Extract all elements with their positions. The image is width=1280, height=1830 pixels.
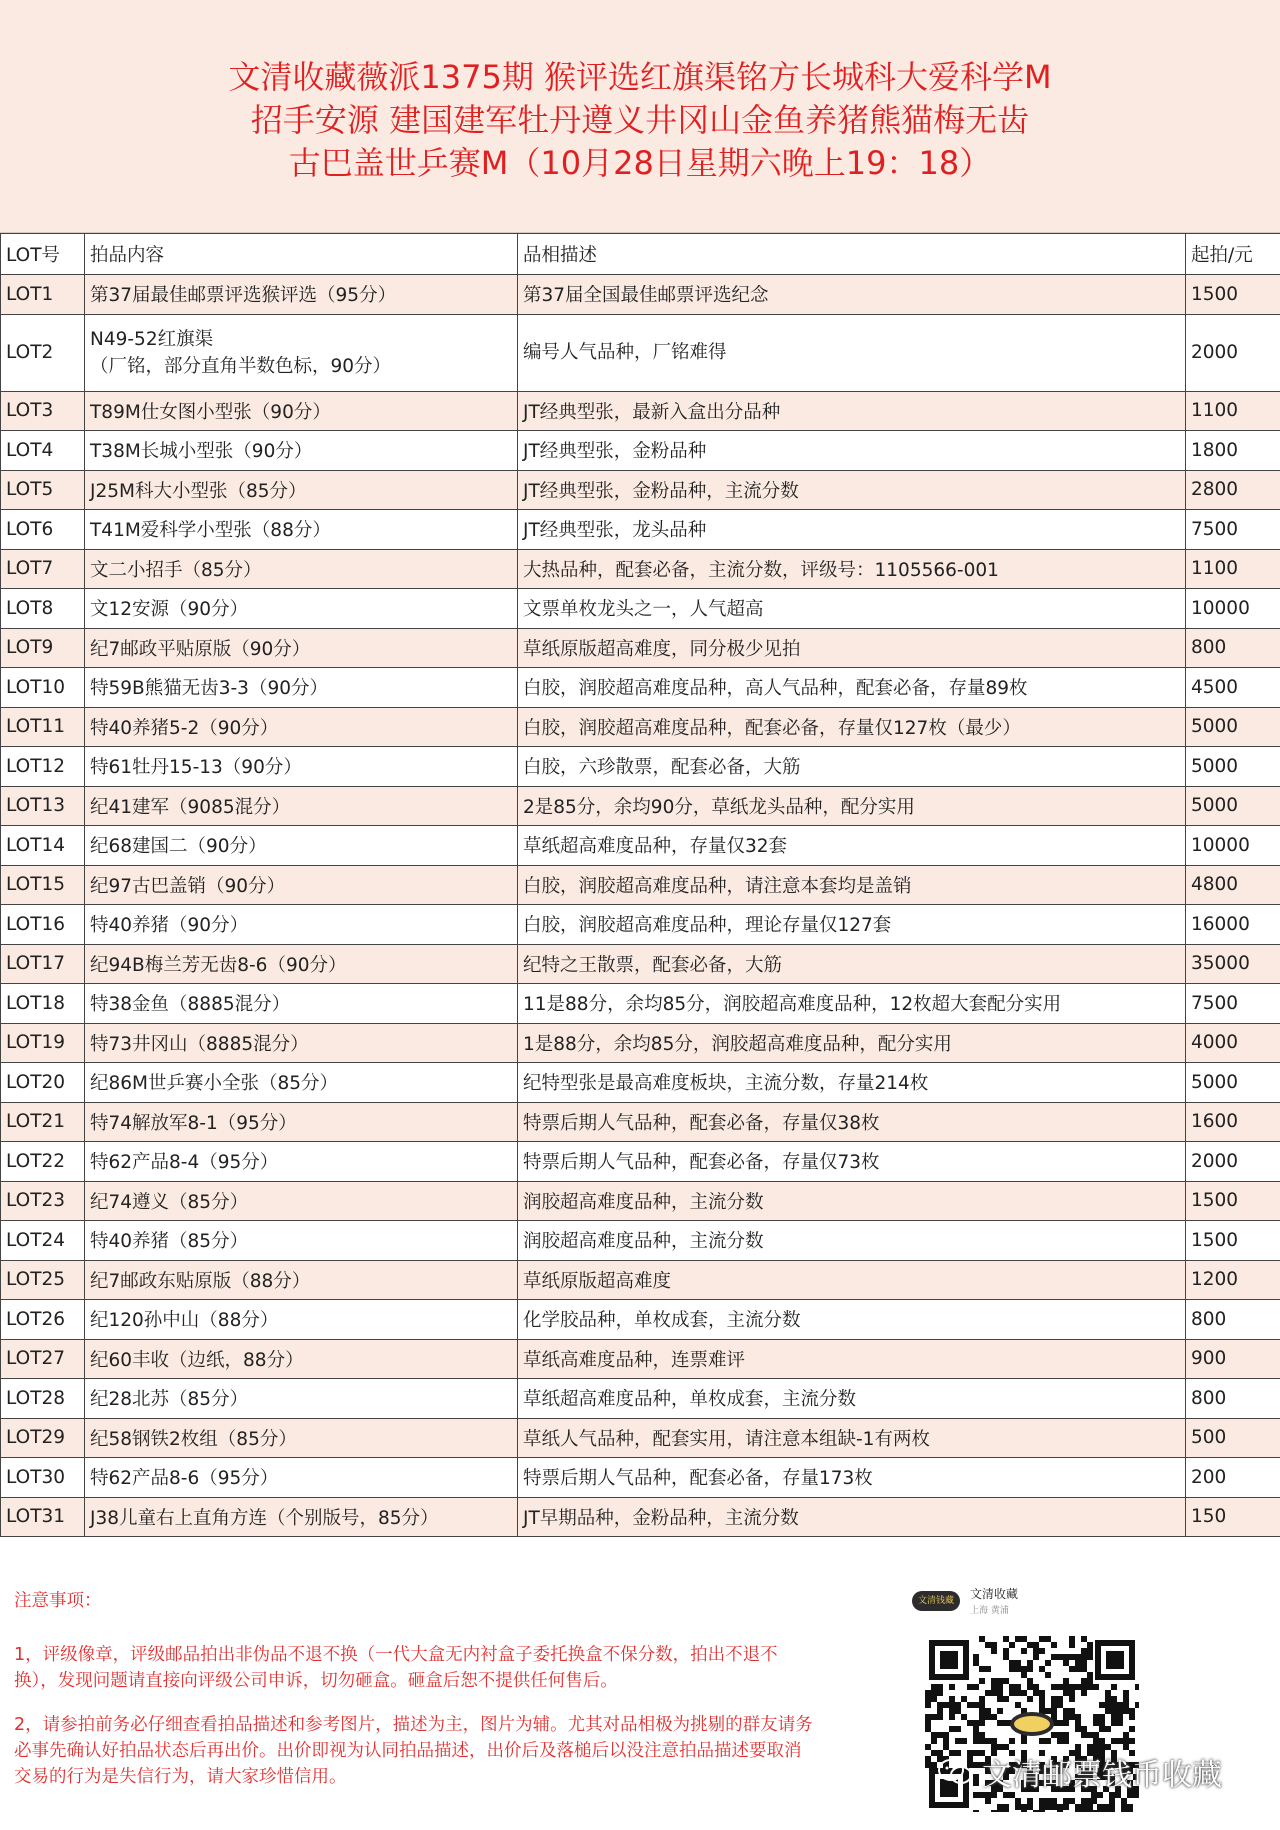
cell-lot: LOT31	[1, 1497, 85, 1537]
cell-price: 1600	[1186, 1102, 1280, 1142]
table-row	[1, 1300, 1280, 1340]
table-row	[1, 707, 1280, 747]
cell-price: 4500	[1186, 668, 1280, 708]
cell-price: 5000	[1186, 747, 1280, 787]
cell-price: 1500	[1186, 1181, 1280, 1221]
cell-item: 纪28北苏（85分）	[85, 1379, 518, 1419]
watermark-text: 文清邮票钱币收藏	[982, 1758, 1222, 1793]
table-row	[1, 865, 1280, 905]
cell-item: 特40养猪（90分）	[85, 905, 518, 945]
table-row	[1, 668, 1280, 708]
cell-item: 纪86M世乒赛小全张（85分）	[85, 1063, 518, 1103]
cell-item: 特61牡丹15-13（90分）	[85, 747, 518, 787]
cell-desc: 白胶，润胶超高难度品种，请注意本套均是盖销	[518, 865, 1186, 905]
cell-desc: JT经典型张，金粉品种	[518, 431, 1186, 471]
brand-location: 上海 黄浦	[970, 1606, 1009, 1616]
cell-lot: LOT21	[1, 1102, 85, 1142]
cell-desc: 文票单枚龙头之一，人气超高	[518, 589, 1186, 629]
table-row	[1, 275, 1280, 315]
cell-item: N49-52红旗渠 （厂铭，部分直角半数色标，90分）	[85, 314, 518, 391]
cell-item: 文二小招手（85分）	[85, 549, 518, 589]
cell-item: T38M长城小型张（90分）	[85, 431, 518, 471]
cell-item: 纪74遵义（85分）	[85, 1181, 518, 1221]
cell-desc: 特票后期人气品种，配套必备，存量仅38枚	[518, 1102, 1186, 1142]
cell-item: 特73井冈山（8885混分）	[85, 1023, 518, 1063]
table-row	[1, 510, 1280, 550]
cell-lot: LOT16	[1, 905, 85, 945]
cell-lot: LOT20	[1, 1063, 85, 1103]
cell-lot: LOT15	[1, 865, 85, 905]
cell-desc: JT经典型张，金粉品种，主流分数	[518, 470, 1186, 510]
header-price: 起拍/元	[1186, 234, 1280, 275]
cell-desc: 白胶，润胶超高难度品种，理论存量仅127套	[518, 905, 1186, 945]
cell-desc: JT经典型张，龙头品种	[518, 510, 1186, 550]
cell-item: 特62产品8-4（95分）	[85, 1142, 518, 1182]
notes-section	[14, 1588, 814, 1808]
table-row	[1, 944, 1280, 984]
notes-item-1: 1，评级像章，评级邮品拍出非伪品不退不换（一代大盒无内衬盒子委托换盒不保分数，拍出不退不换），发现问题请直接向评级公司申诉，切勿砸盒。砸盒后恕不提供任何售后。	[14, 1645, 778, 1691]
table-row	[1, 1458, 1280, 1498]
cell-item: 纪94B梅兰芳无齿8-6（90分）	[85, 944, 518, 984]
cell-lot: LOT1	[1, 275, 85, 315]
cell-item: 纪68建国二（90分）	[85, 826, 518, 866]
cell-item: 纪7邮政东贴原版（88分）	[85, 1260, 518, 1300]
cell-price: 1500	[1186, 275, 1280, 315]
cell-price: 16000	[1186, 905, 1280, 945]
cell-price: 800	[1186, 1379, 1280, 1419]
table-row	[1, 1418, 1280, 1458]
table-row	[1, 984, 1280, 1024]
cell-price: 4800	[1186, 865, 1280, 905]
brand-name: 文清收藏	[970, 1587, 1019, 1601]
cell-price: 7500	[1186, 510, 1280, 550]
cell-desc: 第37届全国最佳邮票评选纪念	[518, 275, 1186, 315]
cell-item: 特40养猪5-2（90分）	[85, 707, 518, 747]
cell-item: 纪97古巴盖销（90分）	[85, 865, 518, 905]
cell-desc: 1是88分，余均85分，润胶超高难度品种，配分实用	[518, 1023, 1186, 1063]
table-row	[1, 1497, 1280, 1537]
table-row	[1, 747, 1280, 787]
cell-lot: LOT11	[1, 707, 85, 747]
cell-item: 纪41建军（9085混分）	[85, 786, 518, 826]
brand-card	[912, 1582, 1102, 1622]
cell-price: 1100	[1186, 549, 1280, 589]
table-row	[1, 1379, 1280, 1419]
cell-price: 10000	[1186, 589, 1280, 629]
cell-price: 1500	[1186, 1221, 1280, 1261]
table-row	[1, 1339, 1280, 1379]
cell-item: 特74解放军8-1（95分）	[85, 1102, 518, 1142]
cell-price: 500	[1186, 1418, 1280, 1458]
table-row	[1, 786, 1280, 826]
cell-price: 7500	[1186, 984, 1280, 1024]
cell-lot: LOT29	[1, 1418, 85, 1458]
cell-item: 特38金鱼（8885混分）	[85, 984, 518, 1024]
cell-lot: LOT19	[1, 1023, 85, 1063]
cell-desc: 特票后期人气品种，配套必备，存量仅73枚	[518, 1142, 1186, 1182]
cell-desc: 白胶，润胶超高难度品种，高人气品种，配套必备，存量89枚	[518, 668, 1186, 708]
title-line-2: 招手安源 建国建军牡丹遵义井冈山金鱼养猪熊猫梅无齿	[250, 101, 1030, 139]
cell-lot: LOT9	[1, 628, 85, 668]
cell-price: 1200	[1186, 1260, 1280, 1300]
cell-price: 900	[1186, 1339, 1280, 1379]
cell-item: J25M科大小型张（85分）	[85, 470, 518, 510]
cell-price: 2000	[1186, 314, 1280, 391]
wechat-icon	[938, 1758, 972, 1786]
table-row	[1, 905, 1280, 945]
cell-lot: LOT2	[1, 314, 85, 391]
cell-desc: 白胶，润胶超高难度品种，配套必备，存量仅127枚（最少）	[518, 707, 1186, 747]
table-row	[1, 1142, 1280, 1182]
cell-price: 800	[1186, 1300, 1280, 1340]
notes-item-2: 2，请参拍前务必仔细查看拍品描述和参考图片，描述为主，图片为辅。尤其对品相极为挑剔的群友请务必事先确认好拍品状态后再出价。出价即视为认同拍品描述，出价后及落槌后以没注意拍品描述要取消交易的行为是失信行为，请大家珍惜信用。	[14, 1715, 813, 1787]
cell-lot: LOT10	[1, 668, 85, 708]
cell-lot: LOT3	[1, 391, 85, 431]
cell-desc: 草纸超高难度品种，存量仅32套	[518, 826, 1186, 866]
cell-lot: LOT6	[1, 510, 85, 550]
table-row	[1, 1221, 1280, 1261]
cell-price: 2000	[1186, 1142, 1280, 1182]
cell-desc: 纪特之王散票，配套必备，大筋	[518, 944, 1186, 984]
cell-item: J38儿童右上直角方连（个别版号，85分）	[85, 1497, 518, 1537]
header-item: 拍品内容	[85, 234, 518, 275]
cell-item: 纪120孙中山（88分）	[85, 1300, 518, 1340]
cell-desc: 化学胶品种，单枚成套，主流分数	[518, 1300, 1186, 1340]
cell-lot: LOT4	[1, 431, 85, 471]
watermark	[938, 1750, 1222, 1794]
table-row	[1, 628, 1280, 668]
page-title	[0, 56, 1280, 185]
cell-desc: 白胶，六珍散票，配套必备，大筋	[518, 747, 1186, 787]
cell-price: 5000	[1186, 786, 1280, 826]
cell-desc: 草纸高难度品种，连票难评	[518, 1339, 1186, 1379]
cell-lot: LOT17	[1, 944, 85, 984]
cell-desc: 编号人气品种，厂铭难得	[518, 314, 1186, 391]
title-line-3: 古巴盖世乒赛M（10月28日星期六晚上19：18）	[288, 144, 992, 182]
cell-lot: LOT8	[1, 589, 85, 629]
cell-lot: LOT14	[1, 826, 85, 866]
cell-lot: LOT23	[1, 1181, 85, 1221]
cell-price: 5000	[1186, 707, 1280, 747]
cell-item: 特59B熊猫无齿3-3（90分）	[85, 668, 518, 708]
cell-lot: LOT13	[1, 786, 85, 826]
cell-desc: 润胶超高难度品种，主流分数	[518, 1181, 1186, 1221]
cell-desc: 11是88分，余均85分，润胶超高难度品种，12枚超大套配分实用	[518, 984, 1186, 1024]
cell-desc: 草纸人气品种，配套实用，请注意本组缺-1有两枚	[518, 1418, 1186, 1458]
cell-lot: LOT24	[1, 1221, 85, 1261]
cell-desc: 草纸原版超高难度	[518, 1260, 1186, 1300]
notes-title: 注意事项：	[14, 1591, 102, 1611]
cell-item: 纪58钢铁2枚组（85分）	[85, 1418, 518, 1458]
header-lot: LOT号	[1, 234, 85, 275]
table-row	[1, 1260, 1280, 1300]
cell-desc: 纪特型张是最高难度板块，主流分数，存量214枚	[518, 1063, 1186, 1103]
table-row	[1, 549, 1280, 589]
cell-lot: LOT26	[1, 1300, 85, 1340]
brand-logo: 文清钱藏	[912, 1591, 960, 1611]
cell-desc: JT经典型张，最新入盒出分品种	[518, 391, 1186, 431]
lot-table	[0, 233, 1280, 1537]
cell-item: 特40养猪（85分）	[85, 1221, 518, 1261]
cell-desc: 特票后期人气品种，配套必备，存量173枚	[518, 1458, 1186, 1498]
cell-price: 4000	[1186, 1023, 1280, 1063]
cell-price: 1800	[1186, 431, 1280, 471]
cell-desc: 润胶超高难度品种，主流分数	[518, 1221, 1186, 1261]
cell-price: 5000	[1186, 1063, 1280, 1103]
cell-desc: JT早期品种，金粉品种，主流分数	[518, 1497, 1186, 1537]
table-row	[1, 1102, 1280, 1142]
cell-desc: 草纸原版超高难度，同分极少见拍	[518, 628, 1186, 668]
cell-item: 文12安源（90分）	[85, 589, 518, 629]
cell-lot: LOT28	[1, 1379, 85, 1419]
cell-desc: 2是85分，余均90分，草纸龙头品种，配分实用	[518, 786, 1186, 826]
cell-item: 纪7邮政平贴原版（90分）	[85, 628, 518, 668]
cell-desc: 大热品种，配套必备，主流分数，评级号：1105566-001	[518, 549, 1186, 589]
cell-item: T89M仕女图小型张（90分）	[85, 391, 518, 431]
cell-item: 第37届最佳邮票评选猴评选（95分）	[85, 275, 518, 315]
cell-price: 150	[1186, 1497, 1280, 1537]
table-row	[1, 470, 1280, 510]
cell-lot: LOT27	[1, 1339, 85, 1379]
table-header-row	[1, 234, 1280, 275]
table-row	[1, 391, 1280, 431]
header-band	[0, 0, 1280, 233]
cell-lot: LOT7	[1, 549, 85, 589]
table-row	[1, 1023, 1280, 1063]
cell-lot: LOT30	[1, 1458, 85, 1498]
cell-lot: LOT22	[1, 1142, 85, 1182]
table-row	[1, 1063, 1280, 1103]
cell-lot: LOT25	[1, 1260, 85, 1300]
table-row	[1, 431, 1280, 471]
table-row	[1, 826, 1280, 866]
table-row	[1, 314, 1280, 391]
cell-desc: 草纸超高难度品种，单枚成套，主流分数	[518, 1379, 1186, 1419]
cell-item: 纪60丰收（边纸，88分）	[85, 1339, 518, 1379]
table-row	[1, 589, 1280, 629]
title-line-1: 文清收藏薇派1375期 猴评选红旗渠铭方长城科大爱科学M	[228, 58, 1052, 96]
header-desc: 品相描述	[518, 234, 1186, 275]
cell-item: T41M爱科学小型张（88分）	[85, 510, 518, 550]
cell-price: 35000	[1186, 944, 1280, 984]
cell-price: 800	[1186, 628, 1280, 668]
table-row	[1, 1181, 1280, 1221]
cell-price: 1100	[1186, 391, 1280, 431]
cell-lot: LOT18	[1, 984, 85, 1024]
cell-price: 2800	[1186, 470, 1280, 510]
cell-item: 特62产品8-6（95分）	[85, 1458, 518, 1498]
cell-price: 10000	[1186, 826, 1280, 866]
cell-price: 200	[1186, 1458, 1280, 1498]
cell-lot: LOT12	[1, 747, 85, 787]
cell-lot: LOT5	[1, 470, 85, 510]
